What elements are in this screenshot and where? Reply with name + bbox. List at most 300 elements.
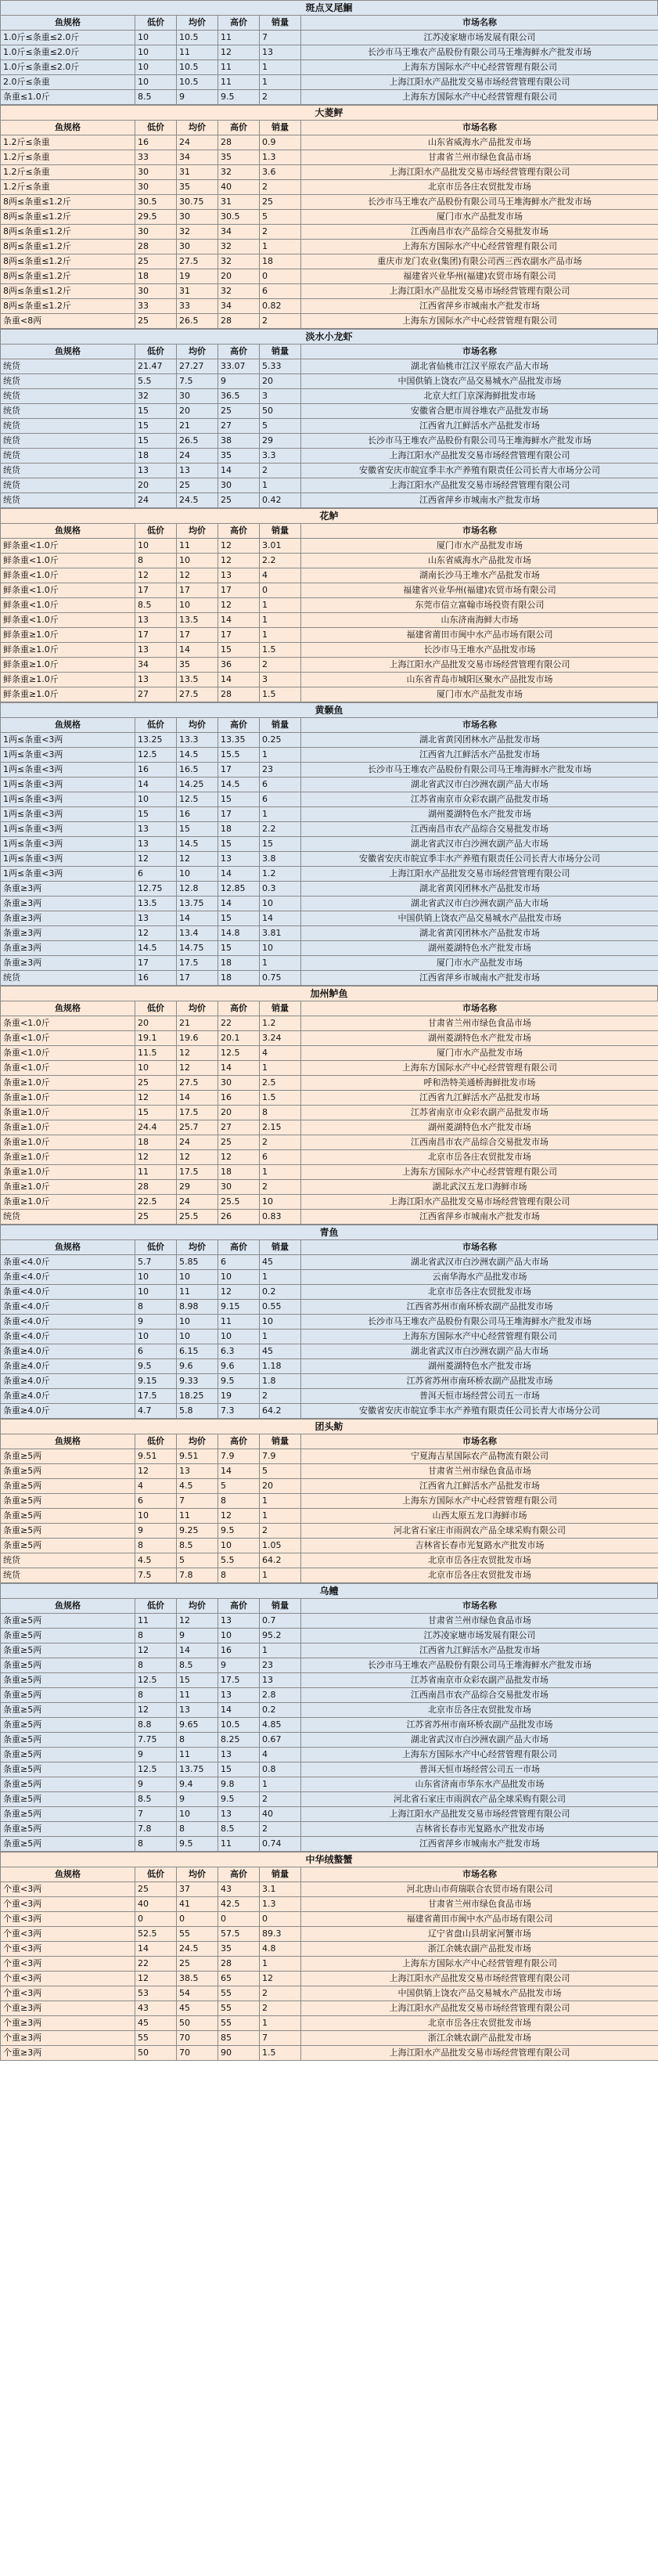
- cell-spec: 条重≥5两: [1, 1837, 135, 1852]
- cell-volume: 3.01: [260, 539, 301, 554]
- cell-high-price: 12: [218, 539, 260, 554]
- cell-volume: 1.05: [260, 1539, 301, 1553]
- price-table: [0, 1239, 658, 1419]
- cell-spec: 1两≤条重<3两: [1, 822, 135, 837]
- cell-volume: 0.8: [260, 1762, 301, 1777]
- cell-low-price: 12: [135, 1150, 177, 1165]
- table-row: [1, 478, 658, 493]
- cell-volume: 10: [260, 1195, 301, 1210]
- cell-spec: 条重≥1.0斤: [1, 1150, 135, 1165]
- cell-high-price: 36.5: [218, 389, 260, 404]
- cell-volume: 29: [260, 434, 301, 449]
- cell-volume: 8: [260, 1106, 301, 1120]
- table-row: [1, 1016, 658, 1031]
- cell-high-price: 14.5: [218, 777, 260, 792]
- cell-low-price: 7.75: [135, 1733, 177, 1748]
- table-row: [1, 314, 658, 329]
- cell-low-price: 50: [135, 2046, 177, 2061]
- cell-high-price: 57.5: [218, 1927, 260, 1942]
- cell-spec: 条重≥5两: [1, 1688, 135, 1703]
- header-avg-price: 均价: [177, 345, 218, 359]
- cell-high-price: 8.5: [218, 1822, 260, 1837]
- cell-avg-price: 24.5: [177, 493, 218, 508]
- cell-low-price: 11: [135, 1614, 177, 1629]
- cell-volume: 1: [260, 60, 301, 75]
- header-low-price: 低价: [135, 718, 177, 733]
- table-row: [1, 1942, 658, 1957]
- table-row: [1, 1748, 658, 1762]
- cell-market-name: 河北唐山市荷瑞联合农贸市场有限公司: [301, 1882, 658, 1897]
- cell-low-price: 25: [135, 1210, 177, 1225]
- cell-market-name: 上海江阳水产品批发交易市场经营管理有限公司: [301, 1807, 658, 1822]
- cell-avg-price: 11: [177, 1748, 218, 1762]
- cell-spec: 条重≥5两: [1, 1614, 135, 1629]
- cell-high-price: 12: [218, 1509, 260, 1524]
- cell-avg-price: 16: [177, 807, 218, 822]
- cell-spec: 8两≤条重≤1.2斤: [1, 195, 135, 210]
- cell-spec: 统货: [1, 464, 135, 478]
- table-row: [1, 568, 658, 583]
- cell-high-price: 14: [218, 613, 260, 628]
- cell-avg-price: 14: [177, 1643, 218, 1658]
- cell-spec: 条重≥1.0斤: [1, 1135, 135, 1150]
- cell-market-name: 山东济南海鲜大市场: [301, 613, 658, 628]
- cell-low-price: 17.5: [135, 1389, 177, 1404]
- cell-volume: 1: [260, 478, 301, 493]
- table-row: [1, 1404, 658, 1419]
- cell-volume: 1.2: [260, 1016, 301, 1031]
- cell-market-name: 上海江阳水产品批发交易市场经营管理有限公司: [301, 165, 658, 180]
- cell-market-name: 北京市岳各庄农贸批发市场: [301, 180, 658, 195]
- cell-spec: 鲜条重≥1.0斤: [1, 643, 135, 658]
- cell-low-price: 15: [135, 1106, 177, 1120]
- cell-market-name: 山东省青岛市城阳区聚水产品批发市场: [301, 673, 658, 687]
- table-row: [1, 748, 658, 763]
- cell-avg-price: 9: [177, 90, 218, 105]
- cell-market-name: 湖北省武汉市白沙洲农副产品大市场: [301, 1255, 658, 1270]
- cell-market-name: 江西省萍乡市城南水产批发市场: [301, 971, 658, 986]
- cell-avg-price: 13.5: [177, 673, 218, 687]
- cell-volume: 0.25: [260, 733, 301, 748]
- cell-low-price: 6: [135, 867, 177, 882]
- cell-low-price: 10: [135, 1285, 177, 1300]
- table-row: [1, 1494, 658, 1509]
- cell-low-price: 25: [135, 314, 177, 329]
- cell-volume: 14: [260, 911, 301, 926]
- header-low-price: 低价: [135, 16, 177, 31]
- cell-high-price: 22: [218, 1016, 260, 1031]
- cell-market-name: 湖州菱湖特色水产批发市场: [301, 1031, 658, 1046]
- cell-market-name: 呼和浩特美通桥海鲜批发市场: [301, 1076, 658, 1091]
- cell-low-price: 25: [135, 1882, 177, 1897]
- cell-high-price: 17.5: [218, 1673, 260, 1688]
- cell-low-price: 8.8: [135, 1718, 177, 1733]
- cell-avg-price: 41: [177, 1897, 218, 1912]
- table-row: [1, 299, 658, 314]
- cell-spec: 条重<4.0斤: [1, 1255, 135, 1270]
- cell-high-price: 13: [218, 568, 260, 583]
- header-low-price: 低价: [135, 1240, 177, 1255]
- cell-high-price: 9.5: [218, 1524, 260, 1539]
- cell-volume: 2: [260, 1792, 301, 1807]
- table-row: [1, 673, 658, 687]
- header-avg-price: 均价: [177, 16, 218, 31]
- cell-market-name: 中国供销上饶农产品交易城水产品批发市场: [301, 374, 658, 389]
- cell-spec: 条重≥4.0斤: [1, 1404, 135, 1419]
- table-row: [1, 45, 658, 60]
- cell-low-price: 25: [135, 1076, 177, 1091]
- cell-high-price: 85: [218, 2031, 260, 2046]
- cell-market-name: 上海东方国际水产中心经营管理有限公司: [301, 1957, 658, 1972]
- cell-high-price: 32: [218, 284, 260, 299]
- table-row: [1, 777, 658, 792]
- cell-high-price: 14: [218, 1464, 260, 1479]
- table-row: [1, 1255, 658, 1270]
- cell-high-price: 7.3: [218, 1404, 260, 1419]
- cell-avg-price: 10: [177, 1329, 218, 1344]
- cell-volume: 1: [260, 628, 301, 643]
- table-row: [1, 2001, 658, 2016]
- cell-market-name: 浙江余姚农副产品批发市场: [301, 1942, 658, 1957]
- cell-volume: 3.6: [260, 165, 301, 180]
- cell-high-price: 32: [218, 254, 260, 269]
- cell-avg-price: 16.5: [177, 763, 218, 777]
- table-row: [1, 210, 658, 225]
- cell-high-price: 28: [218, 135, 260, 150]
- cell-high-price: 25: [218, 493, 260, 508]
- table-row: [1, 1643, 658, 1658]
- cell-market-name: 上海江阳水产品批发交易市场经营管理有限公司: [301, 2001, 658, 2016]
- cell-market-name: 江苏省苏州市南环桥农副产品批发市场: [301, 1718, 658, 1733]
- cell-market-name: 江西省苏州市南环桥农副产品批发市场: [301, 1300, 658, 1315]
- cell-high-price: 17: [218, 583, 260, 598]
- cell-avg-price: 19.6: [177, 1031, 218, 1046]
- table-row: [1, 1777, 658, 1792]
- cell-market-name: 东莞市信立富翰市场投资有限公司: [301, 598, 658, 613]
- cell-low-price: 13: [135, 643, 177, 658]
- cell-low-price: 9: [135, 1748, 177, 1762]
- cell-low-price: 8.5: [135, 90, 177, 105]
- cell-high-price: 9: [218, 1658, 260, 1673]
- cell-spec: 8两≤条重≤1.2斤: [1, 210, 135, 225]
- cell-high-price: 15: [218, 941, 260, 956]
- cell-avg-price: 26.5: [177, 314, 218, 329]
- cell-volume: 2.2: [260, 554, 301, 568]
- cell-market-name: 江苏省南京市众彩农副产品批发市场: [301, 1106, 658, 1120]
- cell-avg-price: 13.3: [177, 733, 218, 748]
- cell-high-price: 10.5: [218, 1718, 260, 1733]
- cell-low-price: 10: [135, 60, 177, 75]
- cell-spec: 1两≤条重<3两: [1, 748, 135, 763]
- cell-high-price: 34: [218, 299, 260, 314]
- cell-low-price: 12.5: [135, 748, 177, 763]
- cell-spec: 个重<3两: [1, 1957, 135, 1972]
- cell-low-price: 12.5: [135, 1762, 177, 1777]
- cell-market-name: 中国供销上饶农产品交易城水产品批发市场: [301, 1986, 658, 2001]
- cell-volume: 10: [260, 1315, 301, 1329]
- cell-avg-price: 13: [177, 1464, 218, 1479]
- table-row: [1, 464, 658, 478]
- cell-market-name: 江西省萍乡市城南水产批发市场: [301, 493, 658, 508]
- cell-market-name: 长沙市马王堆农产品股份有限公司马王堆海鲜水产批发市场: [301, 1315, 658, 1329]
- cell-volume: 0.2: [260, 1703, 301, 1718]
- cell-spec: 条重≥1.0斤: [1, 1076, 135, 1091]
- table-row: [1, 867, 658, 882]
- cell-volume: 0.9: [260, 135, 301, 150]
- cell-high-price: 10: [218, 1329, 260, 1344]
- cell-avg-price: 27.5: [177, 254, 218, 269]
- cell-volume: 1.5: [260, 1091, 301, 1106]
- cell-avg-price: 5.8: [177, 1404, 218, 1419]
- cell-low-price: 11.5: [135, 1046, 177, 1061]
- cell-avg-price: 32: [177, 225, 218, 240]
- cell-avg-price: 7: [177, 1494, 218, 1509]
- header-high-price: 高价: [218, 1599, 260, 1614]
- cell-low-price: 15: [135, 419, 177, 434]
- cell-avg-price: 21: [177, 1016, 218, 1031]
- table-row: [1, 374, 658, 389]
- table-row: [1, 1614, 658, 1629]
- header-high-price: 高价: [218, 16, 260, 31]
- cell-volume: 1.3: [260, 150, 301, 165]
- cell-volume: 7: [260, 31, 301, 45]
- cell-volume: 2: [260, 658, 301, 673]
- cell-avg-price: 20: [177, 404, 218, 419]
- cell-low-price: 5.5: [135, 374, 177, 389]
- cell-avg-price: 7.8: [177, 1568, 218, 1583]
- cell-high-price: 18: [218, 1165, 260, 1180]
- cell-volume: 0.67: [260, 1733, 301, 1748]
- cell-high-price: 16: [218, 1643, 260, 1658]
- cell-volume: 13: [260, 45, 301, 60]
- cell-high-price: 25: [218, 1135, 260, 1150]
- table-row: [1, 404, 658, 419]
- cell-high-price: 16: [218, 1091, 260, 1106]
- cell-high-price: 6: [218, 1255, 260, 1270]
- cell-high-price: 11: [218, 60, 260, 75]
- cell-spec: 鲜条重≥1.0斤: [1, 673, 135, 687]
- cell-volume: 6: [260, 284, 301, 299]
- cell-high-price: 11: [218, 31, 260, 45]
- cell-volume: 3.8: [260, 852, 301, 867]
- cell-high-price: 65: [218, 1972, 260, 1986]
- section-title: 淡水小龙虾: [0, 329, 658, 344]
- cell-high-price: 6.3: [218, 1344, 260, 1359]
- header-spec: 鱼规格: [1, 16, 135, 31]
- cell-low-price: 12.75: [135, 882, 177, 897]
- cell-high-price: 8: [218, 1494, 260, 1509]
- cell-avg-price: 11: [177, 539, 218, 554]
- cell-low-price: 7.8: [135, 1822, 177, 1837]
- cell-spec: 条重≥1.0斤: [1, 1180, 135, 1195]
- cell-avg-price: 7.5: [177, 374, 218, 389]
- cell-market-name: 上海江阳水产品批发交易市场经营管理有限公司: [301, 478, 658, 493]
- cell-low-price: 19.1: [135, 1031, 177, 1046]
- cell-low-price: 12: [135, 568, 177, 583]
- cell-low-price: 4: [135, 1479, 177, 1494]
- cell-spec: 条重≥4.0斤: [1, 1389, 135, 1404]
- cell-low-price: 8.5: [135, 1792, 177, 1807]
- table-row: [1, 1449, 658, 1464]
- cell-volume: 1: [260, 1165, 301, 1180]
- cell-high-price: 13: [218, 1807, 260, 1822]
- cell-avg-price: 10: [177, 554, 218, 568]
- header-row: [1, 121, 658, 135]
- cell-spec: 统货: [1, 1210, 135, 1225]
- cell-market-name: 江西南昌市农产品综合交易批发市场: [301, 822, 658, 837]
- cell-market-name: 云南华海水产品批发市场: [301, 1270, 658, 1285]
- cell-market-name: 福建省兴业华州(福建)农贸市场有限公司: [301, 269, 658, 284]
- cell-market-name: 甘肃省兰州市绿色食品市场: [301, 1614, 658, 1629]
- cell-spec: 条重≥5两: [1, 1792, 135, 1807]
- cell-volume: 1: [260, 1957, 301, 1972]
- cell-spec: 8两≤条重≤1.2斤: [1, 284, 135, 299]
- table-row: [1, 240, 658, 254]
- cell-volume: 3: [260, 389, 301, 404]
- cell-market-name: 上海东方国际水产中心经营管理有限公司: [301, 1061, 658, 1076]
- cell-avg-price: 34: [177, 150, 218, 165]
- cell-volume: 1: [260, 1568, 301, 1583]
- cell-high-price: 28: [218, 1957, 260, 1972]
- cell-avg-price: 24: [177, 135, 218, 150]
- cell-high-price: 15: [218, 1762, 260, 1777]
- cell-high-price: 32: [218, 165, 260, 180]
- cell-spec: 统货: [1, 971, 135, 986]
- cell-high-price: 20.1: [218, 1031, 260, 1046]
- table-row: [1, 837, 658, 852]
- table-row: [1, 1195, 658, 1210]
- cell-volume: 0.82: [260, 299, 301, 314]
- cell-low-price: 9.51: [135, 1449, 177, 1464]
- table-row: [1, 763, 658, 777]
- cell-avg-price: 12: [177, 1061, 218, 1076]
- cell-low-price: 12: [135, 852, 177, 867]
- cell-avg-price: 13: [177, 1703, 218, 1718]
- table-row: [1, 1464, 658, 1479]
- header-avg-price: 均价: [177, 718, 218, 733]
- cell-volume: 10: [260, 941, 301, 956]
- header-low-price: 低价: [135, 1599, 177, 1614]
- cell-low-price: 7.5: [135, 1568, 177, 1583]
- cell-spec: 条重≥3两: [1, 956, 135, 971]
- cell-spec: 统货: [1, 493, 135, 508]
- table-row: [1, 941, 658, 956]
- table-row: [1, 1524, 658, 1539]
- cell-avg-price: 12: [177, 568, 218, 583]
- header-low-price: 低价: [135, 1867, 177, 1882]
- table-row: [1, 628, 658, 643]
- cell-spec: 条重≥5两: [1, 1643, 135, 1658]
- header-spec: 鱼规格: [1, 524, 135, 539]
- cell-spec: 条重<4.0斤: [1, 1270, 135, 1285]
- table-row: [1, 1629, 658, 1643]
- cell-avg-price: 70: [177, 2031, 218, 2046]
- cell-market-name: 上海江阳水产品批发交易市场经营管理有限公司: [301, 284, 658, 299]
- table-row: [1, 1972, 658, 1986]
- cell-high-price: 14: [218, 464, 260, 478]
- section-title: 乌鳢: [0, 1583, 658, 1598]
- cell-high-price: 33.07: [218, 359, 260, 374]
- price-table: [0, 344, 658, 508]
- cell-volume: 0: [260, 269, 301, 284]
- cell-spec: 条重≥1.0斤: [1, 1195, 135, 1210]
- cell-spec: 个重<3两: [1, 1927, 135, 1942]
- cell-volume: 25: [260, 195, 301, 210]
- cell-spec: 统货: [1, 389, 135, 404]
- cell-market-name: 厦门市水产品批发市场: [301, 956, 658, 971]
- header-avg-price: 均价: [177, 1867, 218, 1882]
- table-row: [1, 613, 658, 628]
- table-row: [1, 75, 658, 90]
- header-volume: 销量: [260, 1434, 301, 1449]
- cell-spec: 条重≥5两: [1, 1777, 135, 1792]
- cell-avg-price: 26.5: [177, 434, 218, 449]
- cell-volume: 1: [260, 807, 301, 822]
- table-row: [1, 911, 658, 926]
- cell-avg-price: 14.5: [177, 748, 218, 763]
- cell-avg-price: 9.65: [177, 1718, 218, 1733]
- cell-volume: 1: [260, 956, 301, 971]
- header-high-price: 高价: [218, 345, 260, 359]
- cell-volume: 2: [260, 2001, 301, 2016]
- header-avg-price: 均价: [177, 121, 218, 135]
- cell-spec: 统货: [1, 1568, 135, 1583]
- cell-market-name: 湖北省黄冈团林水产品批发市场: [301, 926, 658, 941]
- cell-low-price: 11: [135, 1165, 177, 1180]
- cell-avg-price: 6.15: [177, 1344, 218, 1359]
- cell-spec: 8两≤条重≤1.2斤: [1, 240, 135, 254]
- cell-avg-price: 30: [177, 389, 218, 404]
- cell-spec: 条重≥5两: [1, 1673, 135, 1688]
- cell-spec: 条重<1.0斤: [1, 1016, 135, 1031]
- cell-avg-price: 31: [177, 165, 218, 180]
- cell-volume: 50: [260, 404, 301, 419]
- cell-spec: 条重≥5两: [1, 1822, 135, 1837]
- header-high-price: 高价: [218, 1867, 260, 1882]
- cell-low-price: 9: [135, 1315, 177, 1329]
- cell-avg-price: 54: [177, 1986, 218, 2001]
- cell-low-price: 10: [135, 1270, 177, 1285]
- cell-high-price: 35: [218, 150, 260, 165]
- header-market-name: 市场名称: [301, 1240, 658, 1255]
- cell-volume: 7: [260, 2031, 301, 2046]
- cell-low-price: 30: [135, 284, 177, 299]
- table-row: [1, 1882, 658, 1897]
- cell-low-price: 53: [135, 1986, 177, 2001]
- cell-low-price: 20: [135, 1016, 177, 1031]
- cell-high-price: 15.5: [218, 748, 260, 763]
- cell-low-price: 30: [135, 225, 177, 240]
- cell-spec: 个重≥3两: [1, 2016, 135, 2031]
- cell-volume: 4: [260, 568, 301, 583]
- cell-market-name: 湖北省武汉市白沙洲农副产品大市场: [301, 1344, 658, 1359]
- cell-volume: 6: [260, 1150, 301, 1165]
- cell-high-price: 27: [218, 419, 260, 434]
- cell-avg-price: 33: [177, 299, 218, 314]
- cell-spec: 条重≥5两: [1, 1449, 135, 1464]
- header-high-price: 高价: [218, 1001, 260, 1016]
- cell-market-name: 长沙市马王堆水产品批发市场: [301, 643, 658, 658]
- cell-volume: 1: [260, 2016, 301, 2031]
- cell-volume: 0.42: [260, 493, 301, 508]
- cell-market-name: 湖北省黄冈团林水产品批发市场: [301, 733, 658, 748]
- cell-low-price: 24: [135, 493, 177, 508]
- cell-volume: 1: [260, 240, 301, 254]
- header-spec: 鱼规格: [1, 1001, 135, 1016]
- cell-volume: 3.24: [260, 1031, 301, 1046]
- cell-avg-price: 13.5: [177, 613, 218, 628]
- table-row: [1, 1210, 658, 1225]
